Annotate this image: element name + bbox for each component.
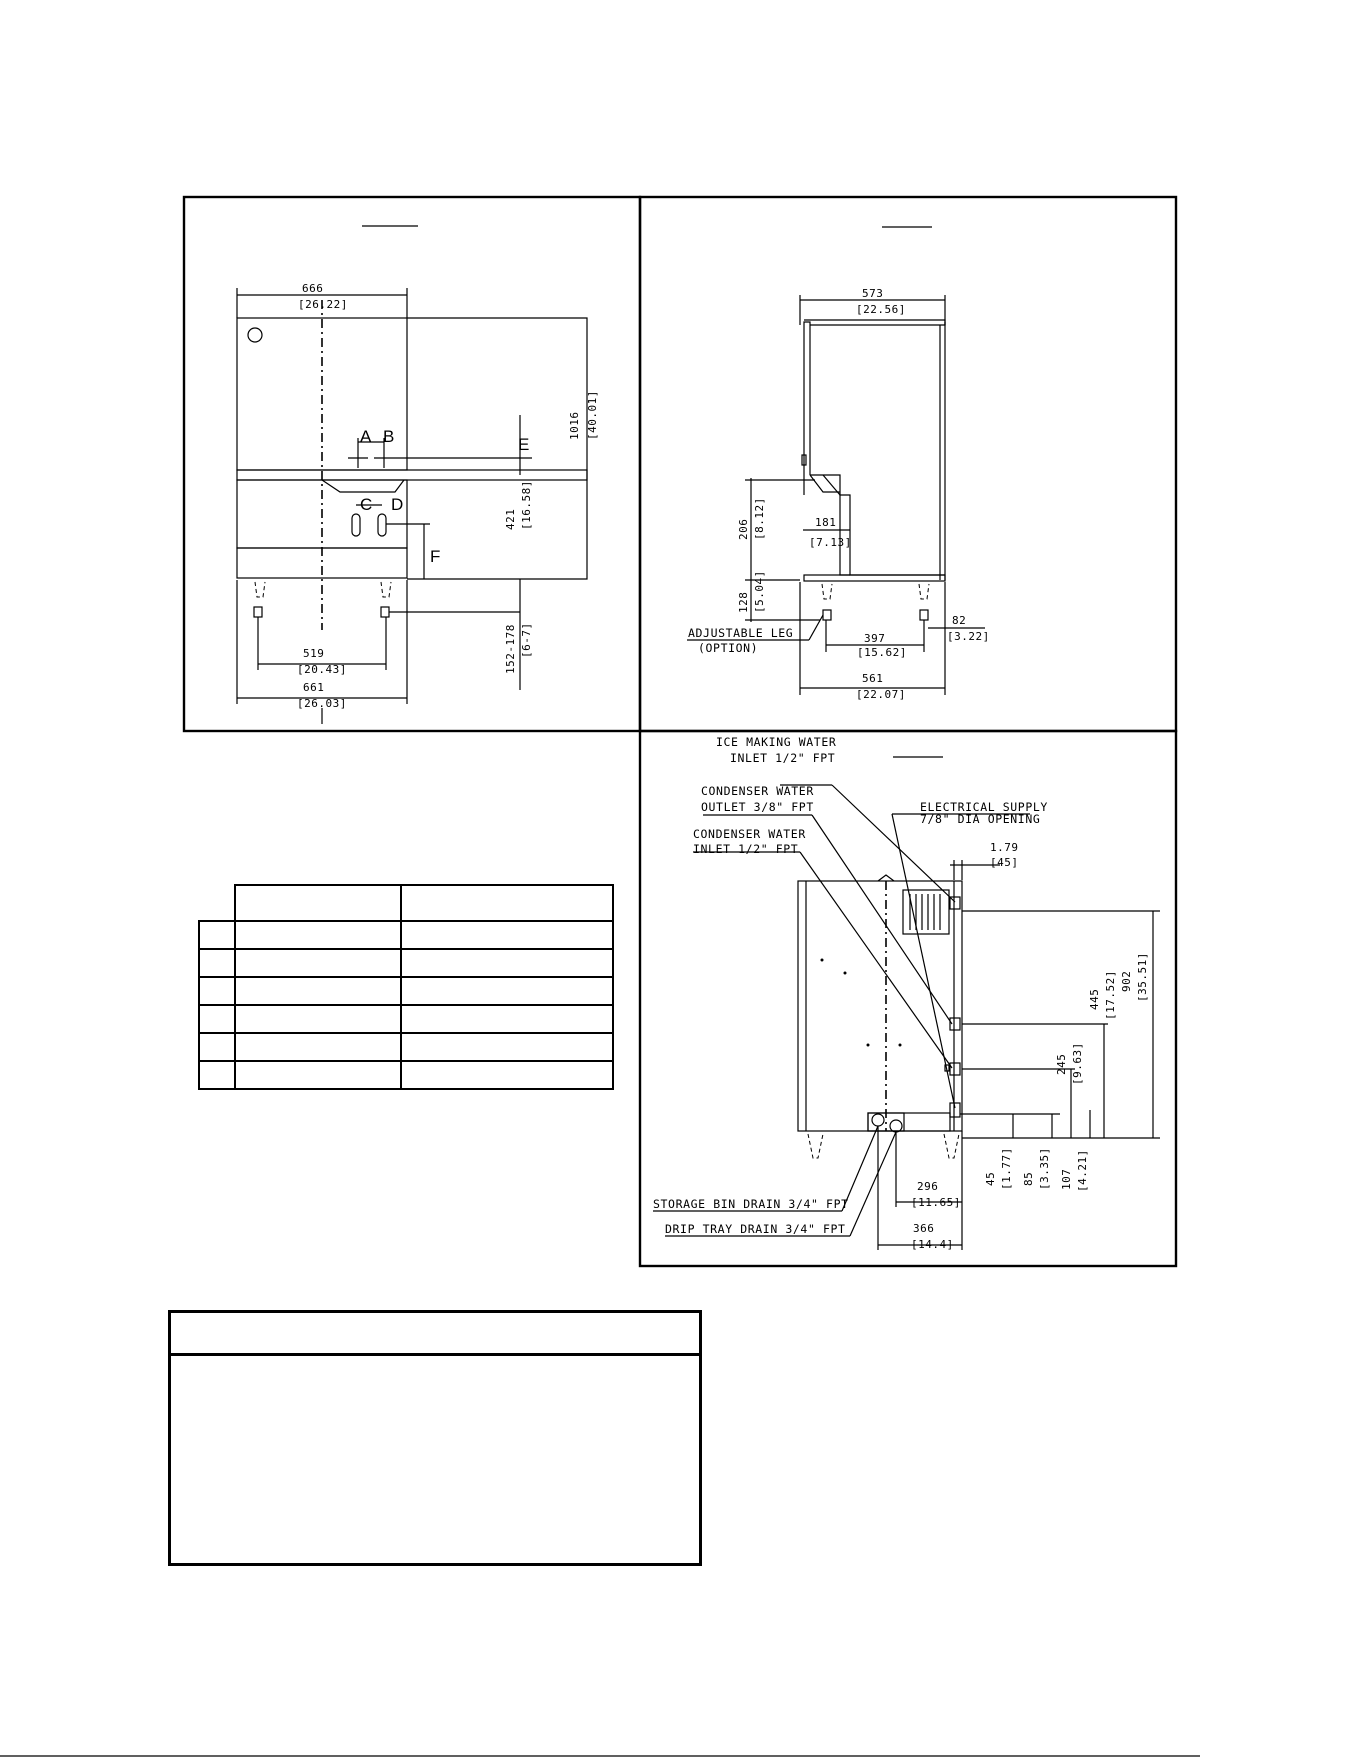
rear-dim-421: [4.21] <box>1076 1149 1089 1192</box>
rear-dim-144: [14.4] <box>911 1238 954 1251</box>
adjustable-leg-label: ADJUSTABLE LEG <box>688 626 794 640</box>
drip-tray-drain-label: DRIP TRAY DRAIN 3/4" FPT <box>665 1222 846 1236</box>
front-mid-dim: 421 <box>504 508 517 530</box>
rear-dim-296: 296 <box>917 1180 939 1193</box>
side-width-top: 573 <box>862 287 884 300</box>
table-row <box>199 1005 613 1033</box>
option-label: (OPTION) <box>698 641 759 655</box>
side-base-h-in: [5.04] <box>753 570 766 613</box>
front-height-dim-in: [40.01] <box>586 390 599 440</box>
cond-outlet-1: CONDENSER WATER <box>701 784 814 798</box>
side-view <box>687 227 990 701</box>
table-header-row <box>199 885 613 921</box>
drip-drain-icon <box>890 1120 902 1132</box>
rear-dim-3551: [35.51] <box>1136 952 1149 1002</box>
front-leg-dim-in: [6-7] <box>520 622 533 658</box>
rear-dim-902: 902 <box>1120 970 1133 992</box>
label-c: C <box>360 495 373 514</box>
side-width-top-in: [22.56] <box>856 303 906 316</box>
side-bottom: 561 <box>862 672 884 685</box>
side-right: 82 <box>952 614 967 627</box>
cond-inlet-1: CONDENSER WATER <box>693 827 806 841</box>
rear-dim-107: 107 <box>1060 1168 1073 1190</box>
side-right-in: [3.22] <box>947 630 990 643</box>
table-row <box>199 921 613 949</box>
side-bottom-in: [22.07] <box>856 688 906 701</box>
rear-dim-45: [45] <box>990 856 1019 869</box>
front-mid-dim-in: [16.58] <box>520 480 533 530</box>
front-view <box>237 226 599 724</box>
side-step-h: 206 <box>737 518 750 540</box>
rear-dim-45b: 45 <box>984 1171 997 1186</box>
cond-outlet-2: OUTLET 3/8" FPT <box>701 800 814 814</box>
side-step-w-in: [7.13] <box>809 536 852 549</box>
rear-dim-85: 85 <box>1022 1171 1035 1186</box>
front-view-frame <box>184 197 640 731</box>
notes-box <box>168 1310 702 1566</box>
notes-box-header <box>171 1313 699 1356</box>
label-b: B <box>383 427 395 446</box>
side-legs: 397 <box>864 632 886 645</box>
front-height-dim: 1016 <box>568 411 581 440</box>
label-f: F <box>430 547 441 566</box>
front-width-top-mm: 666 <box>302 282 324 295</box>
rear-view <box>653 735 1160 1251</box>
ice-water-inlet-2: INLET 1/2" FPT <box>730 751 836 765</box>
storage-bin-drain-label: STORAGE BIN DRAIN 3/4" FPT <box>653 1197 849 1211</box>
front-legs-dim-in: [20.43] <box>297 663 347 676</box>
side-base-h: 128 <box>737 591 750 613</box>
front-legs-dim: 519 <box>303 647 325 660</box>
rear-dim-1752: [17.52] <box>1104 970 1117 1020</box>
rear-dim-177: [1.77] <box>1000 1147 1013 1190</box>
rear-dim-335: [3.35] <box>1038 1147 1051 1190</box>
front-width-bottom-in: [26.03] <box>297 697 347 710</box>
table-row <box>199 1061 613 1089</box>
connection-table <box>198 884 614 1090</box>
side-step-h-in: [8.12] <box>753 497 766 540</box>
table-row <box>199 1033 613 1061</box>
table-row <box>199 949 613 977</box>
cond-inlet-2: INLET 1/2" FPT <box>693 842 799 856</box>
side-step-w: 181 <box>815 516 837 529</box>
rear-dim-245: 245 <box>1055 1053 1068 1075</box>
power-indicator-icon <box>248 328 262 342</box>
rear-dim-445: 445 <box>1088 988 1101 1010</box>
table-row <box>199 977 613 1005</box>
rear-dim-1165: [11.65] <box>911 1196 961 1209</box>
electrical-opening-label: 7/8" DIA OPENING <box>920 812 1041 826</box>
front-width-bottom: 661 <box>303 681 325 694</box>
storage-drain-icon <box>872 1114 884 1126</box>
front-width-top-in: [26.22] <box>298 298 348 311</box>
rear-dim-366: 366 <box>913 1222 935 1235</box>
rear-dim-179: 1.79 <box>990 841 1019 854</box>
label-d: D <box>391 495 404 514</box>
label-a: A <box>360 427 372 446</box>
rear-dim-963: [9.63] <box>1071 1042 1084 1085</box>
electrical-supply-label: ELECTRICAL SUPPLY <box>920 800 1048 814</box>
front-leg-dim: 152-178 <box>504 624 517 674</box>
side-legs-in: [15.62] <box>857 646 907 659</box>
ice-water-inlet-1: ICE MAKING WATER <box>716 735 837 749</box>
label-e: E <box>518 435 530 454</box>
